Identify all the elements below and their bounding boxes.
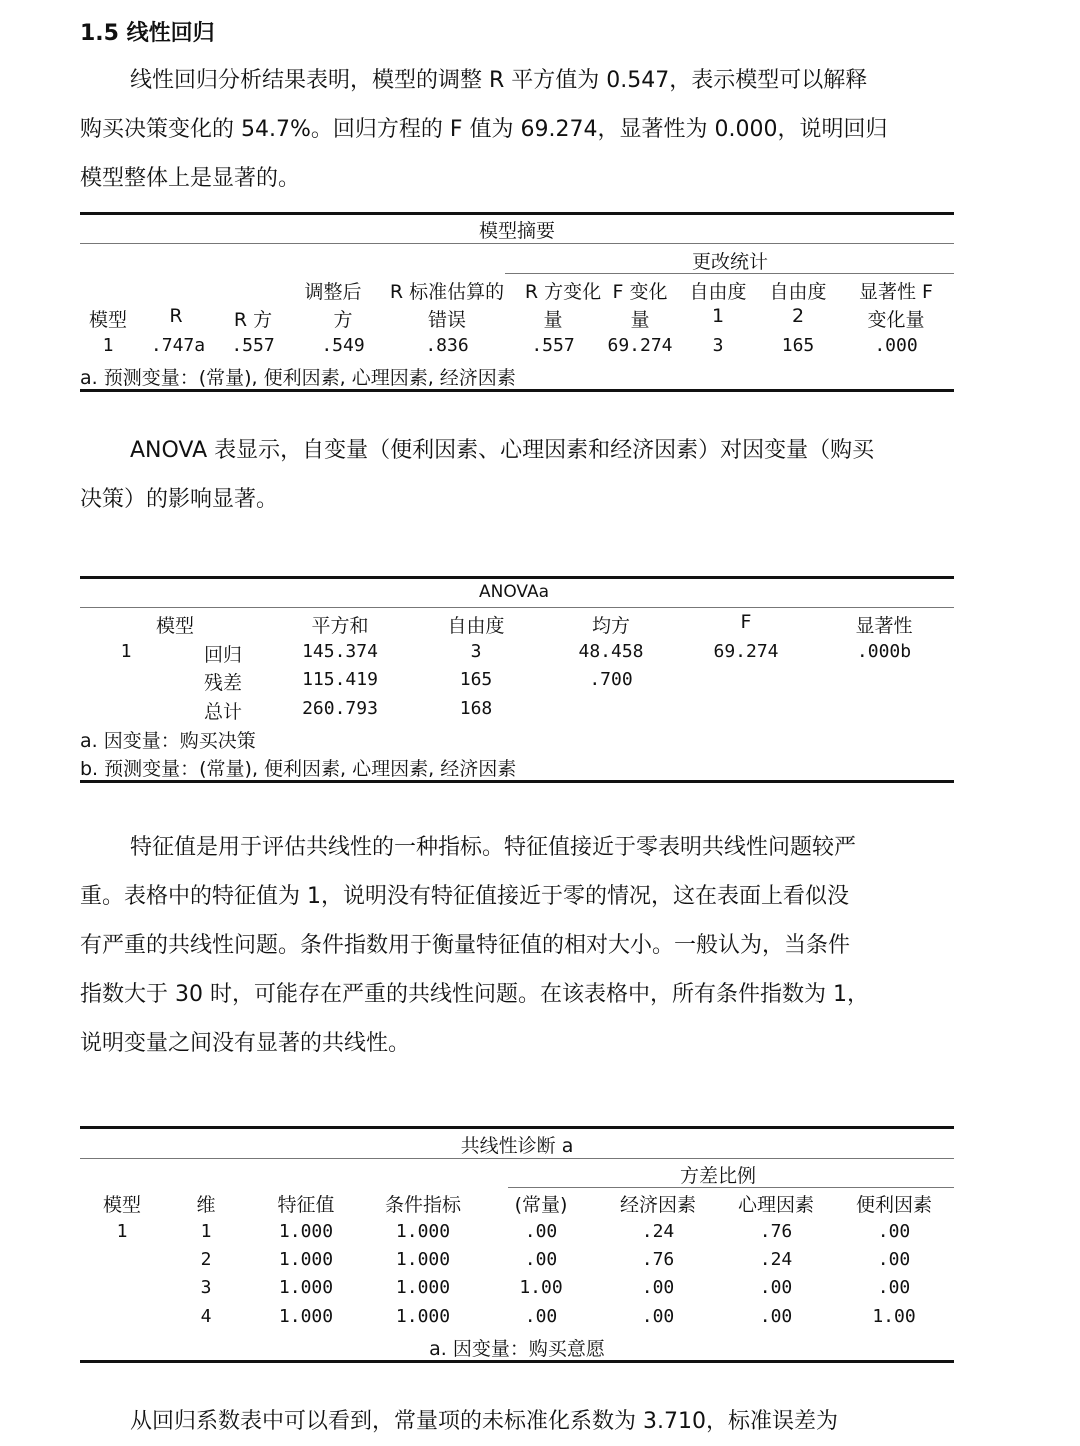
group-divider [508,1187,954,1188]
col-header: R 方 [233,309,273,331]
table-cell: 4 [200,1306,212,1327]
table-bottom-rule [80,1360,954,1363]
group-divider [505,273,954,274]
text-line: 特征值是用于评估共线性的一种指标。特征值接近于零表明共线性问题较严 [130,835,857,860]
table-cell: .00 [524,1221,558,1242]
row-label: 残差 [203,672,243,694]
col-header: 模型 [155,615,195,637]
col-header: 自由度 [689,281,747,303]
col-header: (常量) [514,1194,568,1216]
table-cell: 1.000 [278,1249,334,1270]
table-divider [80,243,954,244]
table-cell: .24 [641,1221,675,1242]
text-line: 说明变量之间没有显著的共线性。 [80,1031,411,1056]
table-cell: 1.000 [278,1221,334,1242]
text-line: 指数大于 30 时，可能存在严重的共线性问题。在该表格中，所有条件指数为 1， [80,982,869,1007]
table-cell: 2 [200,1249,212,1270]
col-header: 心理因素 [737,1194,815,1216]
table-footnote: a. 因变量：购买意愿 [429,1338,605,1360]
col-header: 维 [196,1194,216,1216]
table-cell: 1.000 [395,1277,451,1298]
col-header: 自由度 [769,281,827,303]
table-cell: .000b [856,641,912,662]
col-header: 便利因素 [855,1194,933,1216]
col-header: 变化量 [867,309,925,331]
table-cell: 1.000 [395,1249,451,1270]
table-divider [80,1158,954,1159]
table-cell: 115.419 [302,669,378,690]
table-footnote: b. 预测变量：(常量), 便利因素, 心理因素, 经济因素 [80,758,517,780]
group-header: 更改统计 [691,251,769,273]
col-header: R 标准估算的 [389,281,505,303]
table-cell: 1.000 [278,1277,334,1298]
table-cell: 165 [459,669,493,690]
table-cell: 1 [120,641,132,662]
table-cell: .557 [231,335,275,356]
paragraph-linear-regression [80,56,955,203]
text-line: 线性回归分析结果表明，模型的调整 R 平方值为 0.547，表示模型可以解释 [130,68,868,93]
table-cell: 1.000 [395,1306,451,1327]
col-header: 显著性 [855,615,913,637]
col-header: 自由度 [447,615,505,637]
col-header: 条件指标 [384,1194,462,1216]
text-line: 从回归系数表中可以看到，常量项的未标准化系数为 3.710，标准误差为 [130,1409,838,1434]
table-cell: .00 [877,1277,911,1298]
table-title: 共线性诊断 a [460,1135,574,1157]
table-cell: .549 [321,335,365,356]
group-header: 方差比例 [679,1165,757,1187]
table-cell: 168 [459,698,493,719]
table-title: 模型摘要 [478,220,556,242]
row-label: 回归 [203,644,243,666]
table-cell: .00 [759,1277,793,1298]
text-line: 模型整体上是显著的。 [80,166,301,191]
table-cell: 1.000 [395,1221,451,1242]
table-cell: .557 [531,335,575,356]
text-line: 购买决策变化的 54.7%。回归方程的 F 值为 69.274，显著性为 0.000，说明回归 [80,117,888,142]
table-title: ANOVAa [478,582,550,602]
table-divider [80,607,954,608]
col-header: 显著性 F [859,281,933,303]
table-cell: 69.274 [607,335,673,356]
table-bottom-rule [80,389,954,392]
table-cell: 48.458 [578,641,644,662]
col-header: 量 [630,309,650,331]
col-header: F 变化 [612,281,668,303]
table-cell: 1.000 [278,1306,334,1327]
table-cell: 1.00 [519,1277,563,1298]
table-cell: 3 [712,335,724,356]
table-cell: .00 [641,1306,675,1327]
col-header: 平方和 [311,615,369,637]
col-header: 经济因素 [619,1194,697,1216]
table-cell: 1 [102,335,114,356]
col-header: 特征值 [277,1194,335,1216]
table-cell: .00 [759,1306,793,1327]
text-line: 重。表格中的特征值为 1，说明没有特征值接近于零的情况，这在表面上看似没 [80,884,849,909]
col-header: 2 [791,305,805,327]
section-heading: 1.5 线性回归 [80,21,215,46]
col-header: R [169,305,183,327]
table-top-rule [80,1126,954,1129]
paragraph-anova [80,426,955,524]
table-cell: .00 [524,1306,558,1327]
table-cell: .76 [759,1221,793,1242]
table-cell: .700 [589,669,633,690]
table-cell: .00 [641,1277,675,1298]
table-cell: .836 [425,335,469,356]
col-header: 均方 [591,615,631,637]
table-cell: 1.00 [872,1306,916,1327]
table-cell: 3 [470,641,482,662]
table-footnote: a. 因变量：购买决策 [80,730,256,752]
table-top-rule [80,212,954,215]
table-bottom-rule [80,780,954,783]
paragraph-collinearity [80,823,955,1068]
col-header: 调整后 [304,281,362,303]
table-cell: 165 [781,335,815,356]
table-cell: 145.374 [302,641,378,662]
text-line: 决策）的影响显著。 [80,487,279,512]
table-cell: 260.793 [302,698,378,719]
col-header: 量 [543,309,563,331]
table-cell: .747a [150,335,206,356]
table-cell: .76 [641,1249,675,1270]
table-cell: .00 [524,1249,558,1270]
col-header: F [740,611,752,633]
table-footnote: a. 预测变量：(常量), 便利因素, 心理因素, 经济因素 [80,367,516,389]
table-cell: .00 [877,1221,911,1242]
col-header: 模型 [88,309,128,331]
table-cell: 1 [116,1221,128,1242]
col-header: 模型 [102,1194,142,1216]
table-cell: .000 [874,335,918,356]
table-cell: 1 [200,1221,212,1242]
text-line: ANOVA 表显示，自变量（便利因素、心理因素和经济因素）对因变量（购买 [130,438,875,463]
table-cell: 3 [200,1277,212,1298]
table-cell: .24 [759,1249,793,1270]
col-header: 错误 [427,309,467,331]
table-top-rule [80,576,954,579]
row-label: 总计 [203,701,243,723]
col-header: 方 [333,309,353,331]
text-line: 有严重的共线性问题。条件指数用于衡量特征值的相对大小。一般认为，当条件 [80,933,851,958]
col-header: 1 [711,305,725,327]
table-cell: 69.274 [713,641,779,662]
table-cell: .00 [877,1249,911,1270]
col-header: R 方变化 [524,281,602,303]
